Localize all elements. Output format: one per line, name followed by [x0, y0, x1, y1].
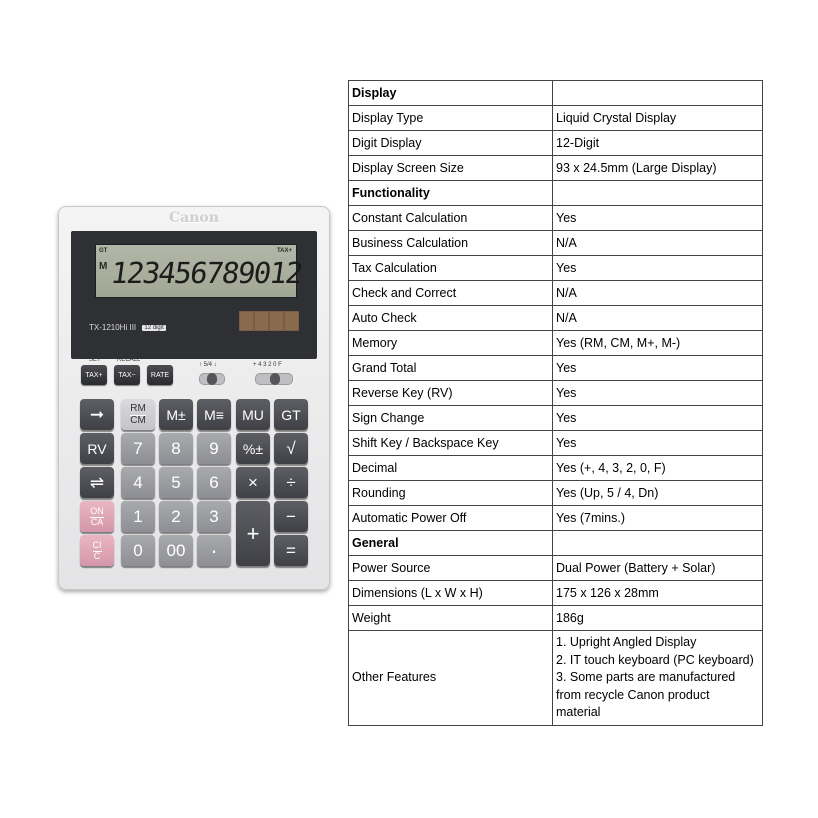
square-root-key[interactable]: √ [274, 433, 308, 464]
table-row [349, 406, 763, 431]
on-ca-key[interactable] [80, 501, 114, 532]
tax-minus-key[interactable]: TAX− [114, 365, 140, 385]
double-zero-key[interactable]: 00 [159, 535, 193, 566]
table-row [349, 481, 763, 506]
lcd-gt-indicator: GT [99, 248, 108, 254]
decimal-point-key[interactable]: · [197, 535, 231, 566]
spec-label: Business Calculation [349, 231, 553, 256]
table-row [349, 106, 763, 131]
tax-plus-key[interactable]: TAX+ [81, 365, 107, 385]
spec-label: Grand Total [349, 356, 553, 381]
spec-label: Weight [349, 606, 553, 631]
table-row [349, 606, 763, 631]
digit-0-key[interactable]: 0 [121, 535, 155, 566]
solar-cell [255, 312, 268, 330]
table-row [349, 331, 763, 356]
model-digit-badge: 12 digit [144, 325, 164, 331]
table-row [349, 156, 763, 181]
spec-value: N/A [553, 231, 763, 256]
spec-value: 12-Digit [553, 131, 763, 156]
spec-label: Shift Key / Backspace Key [349, 431, 553, 456]
digit-6-key[interactable]: 6 [197, 467, 231, 498]
table-row [349, 531, 763, 556]
feature-line: material [556, 705, 601, 720]
table-row [349, 206, 763, 231]
section-header: Functionality [349, 181, 553, 206]
spec-label: Display Screen Size [349, 156, 553, 181]
spec-value: Yes [553, 206, 763, 231]
table-row [349, 306, 763, 331]
digit-9-key[interactable]: 9 [197, 433, 231, 464]
memory-plus-key[interactable]: M± [159, 399, 193, 430]
model-name: TX-1210Hi [89, 323, 128, 332]
lcd-tax-indicator: TAX+ [276, 248, 292, 254]
spec-label: Auto Check [349, 306, 553, 331]
table-row [349, 256, 763, 281]
spec-value: N/A [553, 306, 763, 331]
memory-minus-key[interactable]: M≡ [197, 399, 231, 430]
calculator-image [58, 206, 330, 590]
gt-key[interactable]: GT [274, 399, 308, 430]
table-row [349, 456, 763, 481]
rounding-label: ↑ 5/4 ↓ [199, 362, 217, 368]
spec-label: Constant Calculation [349, 206, 553, 231]
spec-value: Yes [553, 256, 763, 281]
minus-key[interactable]: − [274, 501, 308, 532]
table-row [349, 631, 763, 726]
digit-2-key[interactable]: 2 [159, 501, 193, 532]
spec-table [348, 80, 763, 726]
spec-value: Yes (Up, 5 / 4, Dn) [553, 481, 763, 506]
feature-line: from recycle Canon product [556, 687, 710, 702]
section-header: General [349, 531, 553, 556]
spec-value-list [553, 631, 763, 726]
spec-label: Check and Correct [349, 281, 553, 306]
lcd-memory-indicator: M [99, 261, 108, 272]
table-row [349, 281, 763, 306]
model-label [89, 323, 166, 332]
c-label: C [93, 550, 101, 561]
mu-key[interactable]: MU [236, 399, 270, 430]
table-cell-empty [553, 181, 763, 206]
spec-value: 186g [553, 606, 763, 631]
spec-value: Dual Power (Battery + Solar) [553, 556, 763, 581]
rm-label: RM [130, 402, 146, 414]
rm-cm-key[interactable] [121, 399, 155, 430]
spec-value: 175 x 126 x 28mm [553, 581, 763, 606]
table-row [349, 231, 763, 256]
spec-value: Yes (+, 4, 3, 2, 0, F) [553, 456, 763, 481]
spec-value: 93 x 24.5mm (Large Display) [553, 156, 763, 181]
spec-label: Tax Calculation [349, 256, 553, 281]
table-row [349, 506, 763, 531]
table-row [349, 356, 763, 381]
table-row [349, 131, 763, 156]
solar-cell [270, 312, 283, 330]
table-row [349, 81, 763, 106]
spec-value: Yes [553, 381, 763, 406]
divide-key[interactable]: ÷ [274, 467, 308, 498]
table-row [349, 556, 763, 581]
spec-value: Liquid Crystal Display [553, 106, 763, 131]
on-label: ON [90, 505, 104, 516]
decimal-label: + 4 3 2 0 F [253, 362, 282, 368]
solar-cell [240, 312, 253, 330]
lcd-digits: 123456789012 [108, 256, 304, 290]
spec-label: Other Features [349, 631, 553, 726]
plus-key[interactable]: + [236, 501, 270, 566]
spec-label: Power Source [349, 556, 553, 581]
decimal-switch-knob [270, 373, 280, 385]
spec-label: Automatic Power Off [349, 506, 553, 531]
solar-panel [239, 311, 299, 331]
set-label: SET [89, 357, 101, 363]
rounding-switch-knob [207, 373, 217, 385]
digit-1-key[interactable]: 1 [121, 501, 155, 532]
ci-c-key[interactable] [80, 535, 114, 566]
spec-value: Yes [553, 356, 763, 381]
multiply-key[interactable]: × [236, 467, 270, 498]
lcd-screen [95, 244, 304, 298]
spec-label: Reverse Key (RV) [349, 381, 553, 406]
ca-label: CA [90, 516, 104, 527]
digit-7-key[interactable]: 7 [121, 433, 155, 464]
digit-8-key[interactable]: 8 [159, 433, 193, 464]
digit-4-key[interactable]: 4 [121, 467, 155, 498]
spec-value: Yes [553, 431, 763, 456]
ci-label: CI [92, 539, 102, 550]
spec-value: Yes [553, 406, 763, 431]
table-row [349, 581, 763, 606]
section-header: Display [349, 81, 553, 106]
spec-label: Decimal [349, 456, 553, 481]
digit-3-key[interactable]: 3 [197, 501, 231, 532]
spec-label: Digit Display [349, 131, 553, 156]
spec-label: Display Type [349, 106, 553, 131]
model-series: III [129, 323, 137, 332]
spec-value: Yes (7mins.) [553, 506, 763, 531]
digit-5-key[interactable]: 5 [159, 467, 193, 498]
right-arrow-key[interactable]: ➞ [80, 399, 114, 430]
spec-label: Rounding [349, 481, 553, 506]
cm-label: CM [130, 414, 146, 426]
rv-key[interactable]: RV [80, 433, 114, 464]
table-row [349, 431, 763, 456]
table-cell-empty [553, 531, 763, 556]
rate-key[interactable]: RATE [147, 365, 173, 385]
spec-label: Sign Change [349, 406, 553, 431]
equals-key[interactable]: = [274, 535, 308, 566]
sign-change-key[interactable]: ⇌ [80, 467, 114, 498]
table-row [349, 181, 763, 206]
feature-line: 3. Some parts are manufactured [556, 670, 736, 685]
recall-label: RECALL [117, 357, 141, 363]
spec-value: N/A [553, 281, 763, 306]
decimal-switch[interactable] [255, 373, 293, 385]
percent-key[interactable]: %± [236, 433, 270, 464]
table-cell-empty [553, 81, 763, 106]
rounding-switch[interactable] [199, 373, 225, 385]
table-row [349, 381, 763, 406]
display-panel [71, 231, 317, 359]
brand-logo: Canon [169, 210, 219, 226]
feature-line: 2. IT touch keyboard (PC keyboard) [556, 652, 754, 667]
spec-label: Dimensions (L x W x H) [349, 581, 553, 606]
spec-value: Yes (RM, CM, M+, M-) [553, 331, 763, 356]
spec-label: Memory [349, 331, 553, 356]
feature-line: 1. Upright Angled Display [556, 635, 697, 650]
solar-cell [285, 312, 298, 330]
